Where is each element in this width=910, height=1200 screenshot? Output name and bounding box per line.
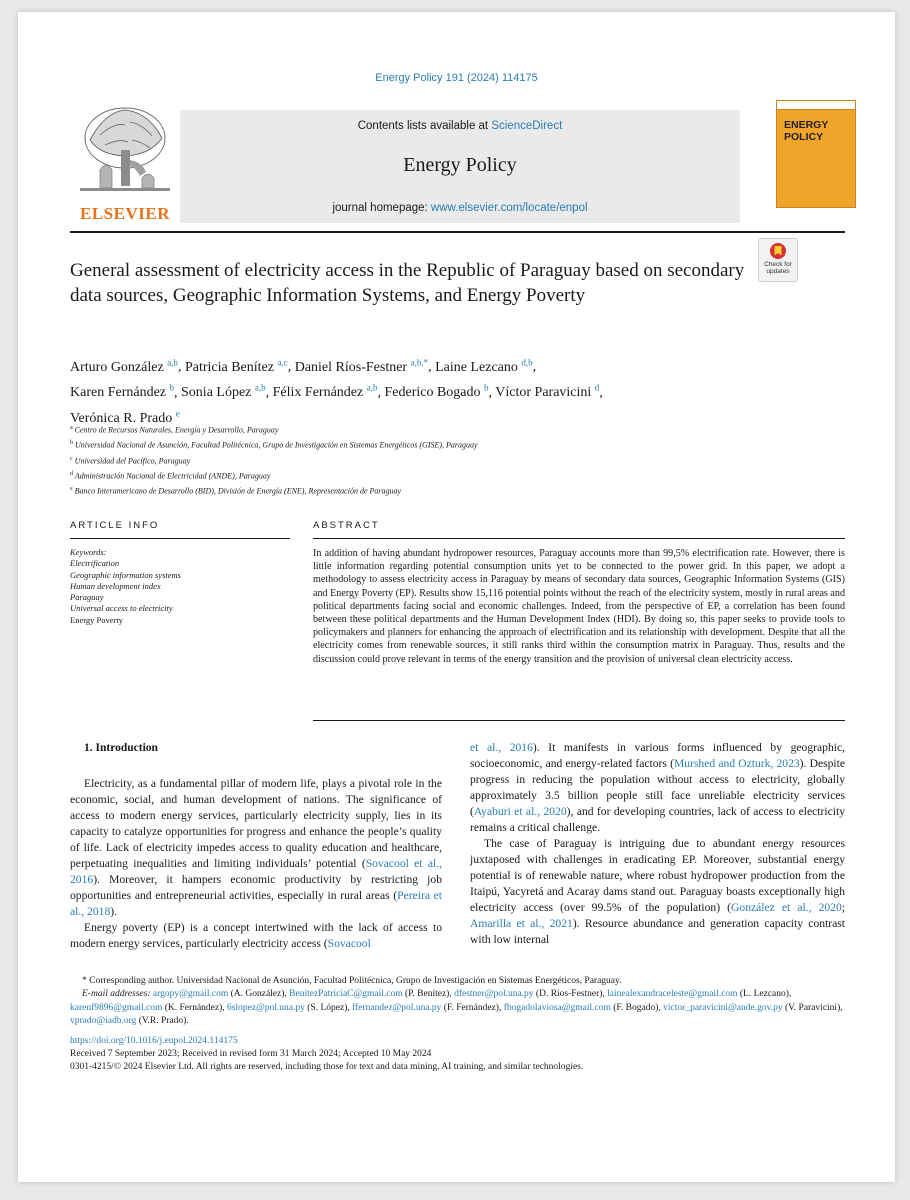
journal-name: Energy Policy — [403, 154, 517, 176]
affiliation: $^c$ Universidad del Pacífico, Paraguay — [70, 455, 191, 466]
author[interactable]: Daniel Ríos-Festner $^{a,b,*}$ — [294, 357, 429, 375]
author[interactable]: Sonia López $^{a,b}$ — [181, 382, 266, 401]
check-updates-icon — [768, 241, 788, 261]
keywords-label: Keywords: — [70, 547, 107, 557]
keyword: Energy Poverty — [70, 614, 123, 625]
elsevier-tree-icon — [70, 100, 180, 204]
keyword: Human development index — [70, 580, 161, 591]
affiliation: $^b$ Universidad Nacional de Asunción, Facultad Politécnica, Grupo de Investigación en Sistemas Energéticos (GISE), Paraguay — [70, 440, 478, 450]
elsevier-wordmark: ELSEVIER — [80, 204, 170, 223]
email-link[interactable]: fbogadolaviosa@gmail.com — [503, 1002, 611, 1013]
check-for-updates-button[interactable] — [758, 238, 798, 282]
author[interactable]: Federico Bogado $^b$ — [384, 382, 489, 401]
citation-link[interactable]: Ayaburi et al., 2020 — [473, 805, 567, 818]
affiliation: $^d$ Administración Nacional de Electricidad (ANDE), Paraguay — [70, 470, 271, 481]
email-label: E-mail addresses: — [82, 989, 153, 1000]
cover-title — [784, 119, 828, 143]
article-info-rule — [70, 538, 290, 539]
author[interactable]: Félix Fernández $^{a,b}$ — [272, 382, 378, 401]
keywords-block — [70, 547, 290, 626]
journal-banner — [180, 110, 740, 223]
citation-link[interactable]: Murshed and Ozturk, 2023 — [673, 757, 800, 770]
author[interactable]: Laine Lezcano $^{d,b}$ — [435, 357, 533, 375]
abstract-rule — [313, 538, 845, 539]
email-link[interactable]: dfestner@pol.una.py — [454, 989, 534, 1000]
intro-paragraph: et al., 2016). It manifests in various forms influenced by geographic, socioeconomic, and energy-related factors (Murshed and Ozturk, 2023). Despite progress in reducing the population without access to electricity, globally approximately 3.5 billion people still face unreliable electricity services (Ayaburi et al., 2020), and for developing countries, lack of access to electricity remains a critical challenge. — [470, 741, 846, 834]
citation-link[interactable]: Sovacool — [327, 937, 371, 950]
email-link[interactable]: victor_paravicini@ande.gov.py — [663, 1002, 783, 1013]
author[interactable]: Karen Fernández $^b$ — [70, 382, 175, 401]
article-title: General assessment of electricity access in the Republic of Paraguay based on secondary data sources, Geographic Information Systems, and Energy Poverty — [70, 260, 745, 306]
journal-masthead — [70, 100, 845, 228]
email-link[interactable]: ffernandez@pol.una.py — [352, 1002, 442, 1013]
header-divider — [70, 231, 845, 233]
received-dates: Received 7 September 2023; Received in revised form 31 March 2024; Accepted 10 May 2024 — [70, 1049, 432, 1060]
email-link[interactable]: karenf9896@gmail.com — [70, 1002, 163, 1013]
copyright-notice: 0301-4215/© 2024 Elsevier Ltd. All rights are reserved, including those for text and data mining, AI training, and similar technologies. — [70, 1062, 584, 1073]
citation-link[interactable]: González et al., 2020 — [731, 901, 842, 914]
abstract-bottom-rule — [313, 720, 845, 721]
author[interactable]: Víctor Paravicini $^d$ — [495, 382, 600, 401]
intro-paragraph: Electricity, as a fundamental pillar of modern life, plays a pivotal role in the economic, social, and human development of nations. The significance of access to modern energy services, particularly electricity supply, lies in its capacity to catalyze opportunities for progress and enhance the people’s quality of life. Lack of electricity impedes access to quality education and healthcare, perpetuating inequalities and limiting individuals’ potential (Sovacool et al., 2016). Moreover, it hampers economic productivity by restricting job opportunities and entrepreneurial activities, especially in rural areas (Pereira et al., 2018). — [70, 777, 443, 918]
keyword: Geographic information systems — [70, 569, 181, 580]
contents-prefix: Contents lists available at — [357, 120, 492, 132]
author[interactable]: Patricia Benítez $^{a,c}$ — [184, 357, 288, 375]
email-link[interactable]: BenitezPatriciaC@gmail.com — [289, 989, 403, 1000]
affiliations — [70, 422, 790, 498]
check-updates-label: Check for updates — [764, 261, 792, 275]
affiliation: $^e$ Banco Interamericano de Desarrollo (BID), División de Energía (ENE), Representación de Paraguay — [70, 486, 402, 496]
cover-strip — [777, 101, 855, 110]
homepage-link[interactable]: www.elsevier.com/locate/enpol — [430, 202, 588, 214]
contents-available — [180, 120, 740, 132]
email-link[interactable]: vprado@iadb.org — [70, 1016, 137, 1027]
section-heading-introduction: 1. Introduction — [84, 742, 158, 754]
intro-right-column — [470, 740, 845, 948]
citation-link[interactable]: Amarilla et al., 2021 — [470, 917, 573, 930]
homepage-prefix: journal homepage: — [332, 202, 431, 214]
email-addresses: E-mail addresses: argopy@gmail.com (A. González), BenitezPatriciaC@gmail.com (P. Benítez), dfestner@pol.una.py (D. Ríos-Festner), lainealexandraceleste@gmail.com (L. Lezcano), karenf9896@gmail.com (K. Fernández), 6slopez@pol.una.py (S. López), ffernandez@pol.una.py (F. Fernández), fbogadolaviosa@gmail.com (F. Bogado), victor_paravicini@ande.gov.py (V. Paravicini), vprado@iadb.org (V.R. Prado). — [70, 989, 843, 1027]
elsevier-logo — [70, 100, 180, 226]
footnotes — [70, 975, 845, 1075]
article-page — [18, 12, 895, 1182]
cover-title-line1: ENERGY — [784, 119, 829, 131]
corresponding-author-note: * Corresponding author. Universidad Nacional de Asunción, Facultad Politécnica, Grupo de Investigación en Sistemas Energéticos, Paraguay. — [82, 976, 622, 986]
cover-title-line2: POLICY — [784, 131, 824, 143]
keyword: Universal access to electricity — [70, 603, 173, 614]
email-link[interactable]: lainealexandraceleste@gmail.com — [607, 989, 738, 1000]
citation-link[interactable]: Energy Policy 191 (2024) 114175 — [375, 72, 538, 84]
sciencedirect-link[interactable]: ScienceDirect — [491, 120, 563, 132]
doi-line — [70, 1035, 845, 1048]
citation-link[interactable]: Pereira et al., 2018 — [70, 889, 443, 918]
citation-link[interactable]: Sovacool et al., 2016 — [70, 857, 442, 886]
affiliation: $^a$ Centro de Recursos Naturales, Energía y Desarrollo, Paraguay — [70, 425, 279, 435]
journal-cover-thumbnail[interactable] — [776, 100, 856, 208]
intro-paragraph: The case of Paraguay is intriguing due to abundant energy resources juxtaposed with challenges in eradicating EP. Moreover, substantial energy potential is of renewable nature, where robust hydropower production from the Itaipú, Yacyretá and Acaray dams stand out. Paraguay boasts exceptionally high electricity access (over 99.5% of the population) (González et al., 2020; Amarilla et al., 2021). Resource abundance and generation capacity contrast with low internal — [470, 837, 846, 946]
abstract-heading: ABSTRACT — [313, 520, 380, 531]
doi-link[interactable]: https://doi.org/10.1016/j.enpol.2024.114175 — [70, 1035, 238, 1046]
keyword: Paraguay — [70, 592, 104, 603]
journal-homepage — [180, 202, 740, 214]
article-info-heading: ARTICLE INFO — [70, 520, 160, 531]
email-link[interactable]: argopy@gmail.com — [152, 989, 229, 1000]
keyword: Electrification — [70, 558, 120, 569]
intro-paragraph: Energy poverty (EP) is a concept intertwined with the lack of access to modern energy services, particularly electricity access (Sovacool — [70, 921, 442, 950]
email-link[interactable]: 6slopez@pol.una.py — [227, 1002, 305, 1013]
author[interactable]: Arturo González $^{a,b}$ — [70, 357, 178, 375]
citation-link[interactable]: et al., 2016 — [470, 741, 533, 754]
intro-left-column — [70, 740, 442, 952]
journal-citation[interactable] — [18, 72, 895, 84]
author-list: Arturo González $^{a,b}$, Patricia Benítez $^{a,c}$, Daniel Ríos-Festner $^{a,b,*}$, Laine Lezcano $^{d,b}$, Karen Fernández $^b$, Sonia López $^{a,b}$, Félix Fernández $^{a,b}$, Federico Bogado $^b$, Víctor Paravicini $^d$, Verónica R. Prado $^e$ — [70, 357, 603, 426]
abstract-text: In addition of having abundant hydropower resources, Paraguay accounts more than 99,5% electrification rate. However, there is little information regarding potential consumption units yet to be connected to the power grid. In this paper, we adopt a methodology to assess electricity access in Paraguay by means of secondary data sources, Geographic Information Systems (GIS) and Energy Poverty (EP). Results show 15,116 potential points without the reach of the electricity system, mostly in rural areas and political departments facing social and economic challenges. Indeed, from the perspective of EP, a correlation has been found between these political departments and the Human Development Index (HDI). By doing so, this paper seeks to provide tools to policymakers and planners for enhancing the approach of electrification and its relationship with development. Despite that all the electricity comes from renewable sources, it still ranks third within the consumption matrix in Paraguay. Thus, results and the discussion could prove relevant in terms of the energy transition and the provision of universal clean electricity access. — [313, 548, 845, 665]
author[interactable]: Verónica R. Prado $^e$ — [70, 408, 180, 426]
